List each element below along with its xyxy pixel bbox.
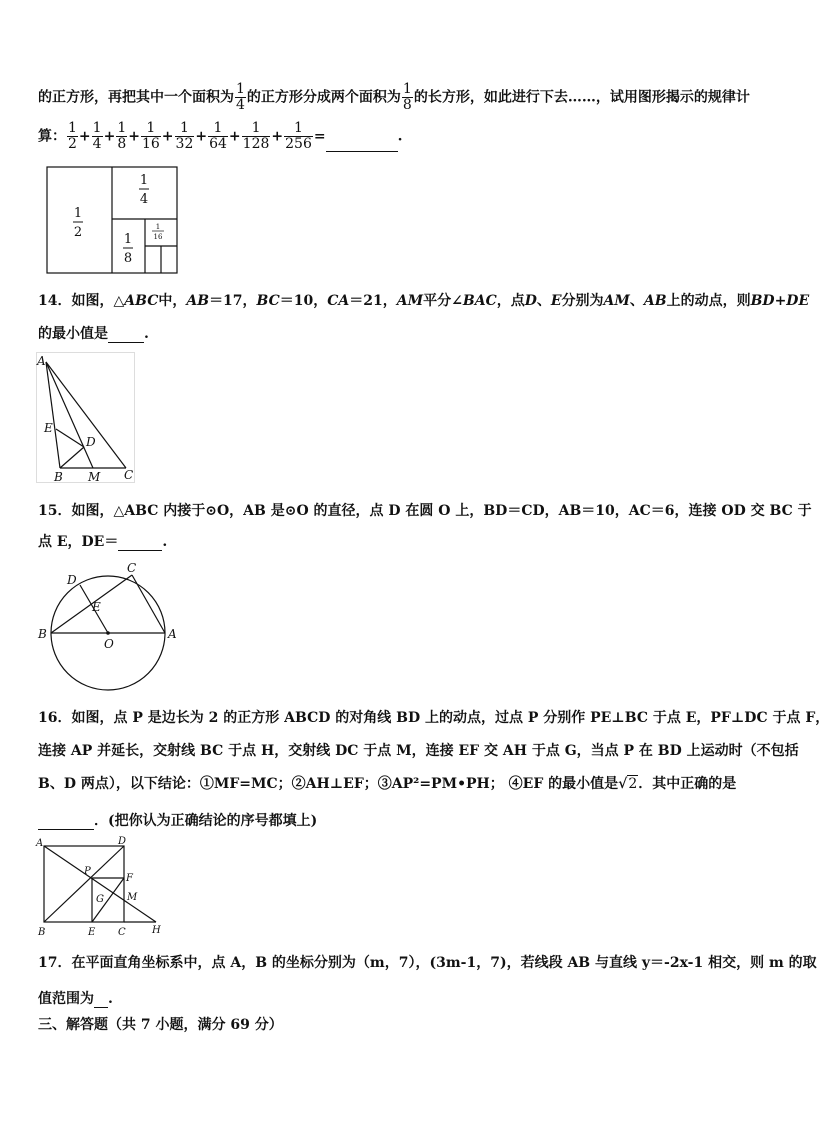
equals-sign: =	[313, 128, 326, 145]
plus-sign: +	[228, 128, 241, 145]
q14-math: E	[550, 293, 562, 309]
q15-text: 15．如图，△ABC 内接于⊙O，AB 是⊙O 的直径，点 D 在圆 O 上，BD＝CD，AB＝10，AC＝6，连接 OD 交 BC 于	[38, 503, 812, 519]
q14-triangle: △ABC	[113, 293, 159, 309]
label-b: B	[38, 927, 46, 938]
chord-ca	[132, 575, 165, 633]
q13-square-figure	[46, 166, 180, 276]
q14-text: ＝17，	[209, 293, 257, 309]
q13-text-c: 的长方形，如此进行下去……，试用图形揭示的规律计	[413, 89, 750, 106]
q15-line2	[38, 531, 167, 551]
label-d: D	[67, 573, 77, 587]
label-f: F	[126, 873, 133, 884]
label-h: H	[152, 925, 161, 936]
label-e: E	[44, 421, 53, 435]
q14-number: 14．如图，	[38, 293, 114, 309]
q14-math: BAC	[462, 293, 497, 309]
q16-text: ．其中正确的是	[638, 776, 737, 792]
label-m: M	[88, 470, 101, 484]
label-g: G	[96, 894, 104, 905]
q16-line1	[38, 707, 829, 727]
q14-text: 平分∠	[423, 293, 463, 309]
answer-blank	[94, 991, 108, 1008]
q13-term: $\frac{1}{16}$	[141, 120, 160, 152]
center-dot	[106, 631, 110, 635]
sqrt-value: 2	[628, 776, 638, 792]
q14-math: AM	[396, 293, 424, 309]
q13-term: $\frac{1}{64}$	[209, 120, 227, 152]
plus-sign: +	[271, 128, 284, 145]
diagonal-bd	[44, 846, 124, 922]
q14-text: 、	[536, 293, 551, 309]
q13-line2	[38, 121, 402, 152]
q14-math: CA	[327, 293, 350, 309]
q16-line3: B、D 两点），以下结论：①MF=MC；②AH⊥EF；③AP²=PM•PH； ④EF 的最小值是√2．其中正确的是	[38, 776, 737, 792]
q16-square-figure	[34, 836, 166, 940]
answer-blank	[326, 135, 398, 152]
q14-text: 、	[629, 293, 644, 309]
q14-line2	[38, 323, 149, 343]
label-b: B	[38, 627, 47, 641]
q15-line1	[38, 500, 812, 520]
plus-sign: +	[161, 128, 174, 145]
q13-end: .	[397, 128, 403, 145]
segment-bd	[60, 447, 84, 468]
answer-blank	[118, 534, 162, 551]
half-den: 2	[73, 225, 83, 240]
q13-text-a: 的正方形，再把其中一个面积为	[38, 89, 234, 106]
sixteenth-den: 16	[153, 233, 163, 241]
label-a: A	[36, 838, 44, 849]
plus-sign: +	[103, 128, 116, 145]
q17-line1	[38, 952, 817, 972]
q14-text: 上的动点，则	[666, 293, 751, 309]
label-d: D	[118, 836, 127, 847]
q13-lead: 算：	[38, 128, 66, 145]
plus-sign: +	[78, 128, 91, 145]
label-c: C	[118, 927, 126, 938]
figure-frame	[37, 353, 135, 483]
half-num: 1	[73, 206, 83, 221]
q14-math: BC	[256, 293, 280, 309]
label-a: A	[168, 627, 177, 641]
q14-math: D	[524, 293, 537, 309]
q14-text: 分别为	[561, 293, 604, 309]
plus-sign: +	[195, 128, 208, 145]
section-title: 三、解答题（共 7 小题，满分 69 分）	[38, 1017, 283, 1033]
q16-text: 连接 AP 并延长，交射线 BC 于点 H，交射线 DC 于点 M，连接 EF 交 AH 于点 G，当点 P 在 BD 上运动时（不包括	[38, 743, 799, 759]
label-c: C	[127, 561, 137, 575]
q14-text: 中，	[158, 293, 187, 309]
q14-end: .	[144, 326, 149, 342]
eighth-den: 8	[123, 251, 133, 266]
q13-fraction-eighth: $\frac{1}{8}$	[402, 81, 412, 113]
q14-line1	[38, 290, 809, 310]
q14-triangle-figure	[36, 352, 140, 484]
q13-line1	[38, 82, 750, 113]
q13-term: $\frac{1}{4}$	[92, 120, 102, 152]
q16-text: 16．如图，点 P 是边长为 2 的正方形 ABCD 的对角线 BD 上的动点，过点 P 分别作 PE⊥BC 于点 E，PF⊥DC 于点 F，	[38, 710, 829, 726]
answer-blank	[38, 813, 94, 830]
q17-text: 17．在平面直角坐标系中，点 A，B 的坐标分别为（m，7），(3m-1，7)，若线段 AB 与直线 y＝-2x-1 相交，则 m 的取	[38, 955, 817, 971]
quarter-den: 4	[139, 192, 149, 207]
q15-text: 点 E，DE＝	[38, 534, 119, 550]
q16-text: ．(把你认为正确结论的序号都填上)	[94, 813, 318, 829]
label-m: M	[127, 892, 138, 903]
q13-term: $\frac{1}{128}$	[242, 120, 270, 152]
q16-text: B、D 两点），以下结论：①MF=MC；②AH⊥EF；③AP²=PM•PH； ④EF 的最小值是	[38, 776, 619, 792]
label-a: A	[37, 354, 46, 368]
q14-math: BD+DE	[750, 293, 810, 309]
q14-text: ，点	[496, 293, 525, 309]
q14-math: AM	[603, 293, 630, 309]
answer-blank	[108, 326, 144, 343]
eighth-num: 1	[123, 232, 133, 247]
q13-text-b: 的正方形分成两个面积为	[246, 89, 401, 106]
q13-term: $\frac{1}{32}$	[175, 120, 194, 152]
section-heading	[38, 1014, 283, 1034]
q13-fraction-quarter: $\frac{1}{4}$	[236, 81, 245, 113]
label-e: E	[92, 600, 101, 614]
q13-term: $\frac{1}{8}$	[117, 120, 127, 152]
sixteenth-num: 1	[155, 223, 161, 231]
quarter-num: 1	[139, 173, 149, 188]
q13-term: $\frac{1}{2}$	[68, 120, 77, 152]
q17-line2	[38, 988, 113, 1008]
label-b: B	[54, 470, 63, 484]
q17-end: .	[108, 991, 113, 1007]
q16-line2	[38, 740, 799, 760]
plus-sign: +	[128, 128, 140, 145]
q14-math: AB	[186, 293, 210, 309]
q13-term: $\frac{1}{256}$	[285, 120, 312, 152]
q14-text: ＝10，	[279, 293, 328, 309]
label-p: P	[84, 866, 91, 877]
q15-circle-figure	[34, 558, 184, 692]
label-o: O	[104, 637, 114, 651]
label-d: D	[86, 435, 96, 449]
q17-text: 值范围为	[38, 991, 94, 1007]
q15-end: .	[162, 534, 168, 550]
q14-text: ＝21，	[349, 293, 397, 309]
label-c: C	[124, 468, 134, 482]
q14-text: 的最小值是	[38, 326, 108, 342]
q16-line4	[38, 810, 317, 830]
label-e: E	[88, 927, 96, 938]
q14-math: AB	[643, 293, 667, 309]
